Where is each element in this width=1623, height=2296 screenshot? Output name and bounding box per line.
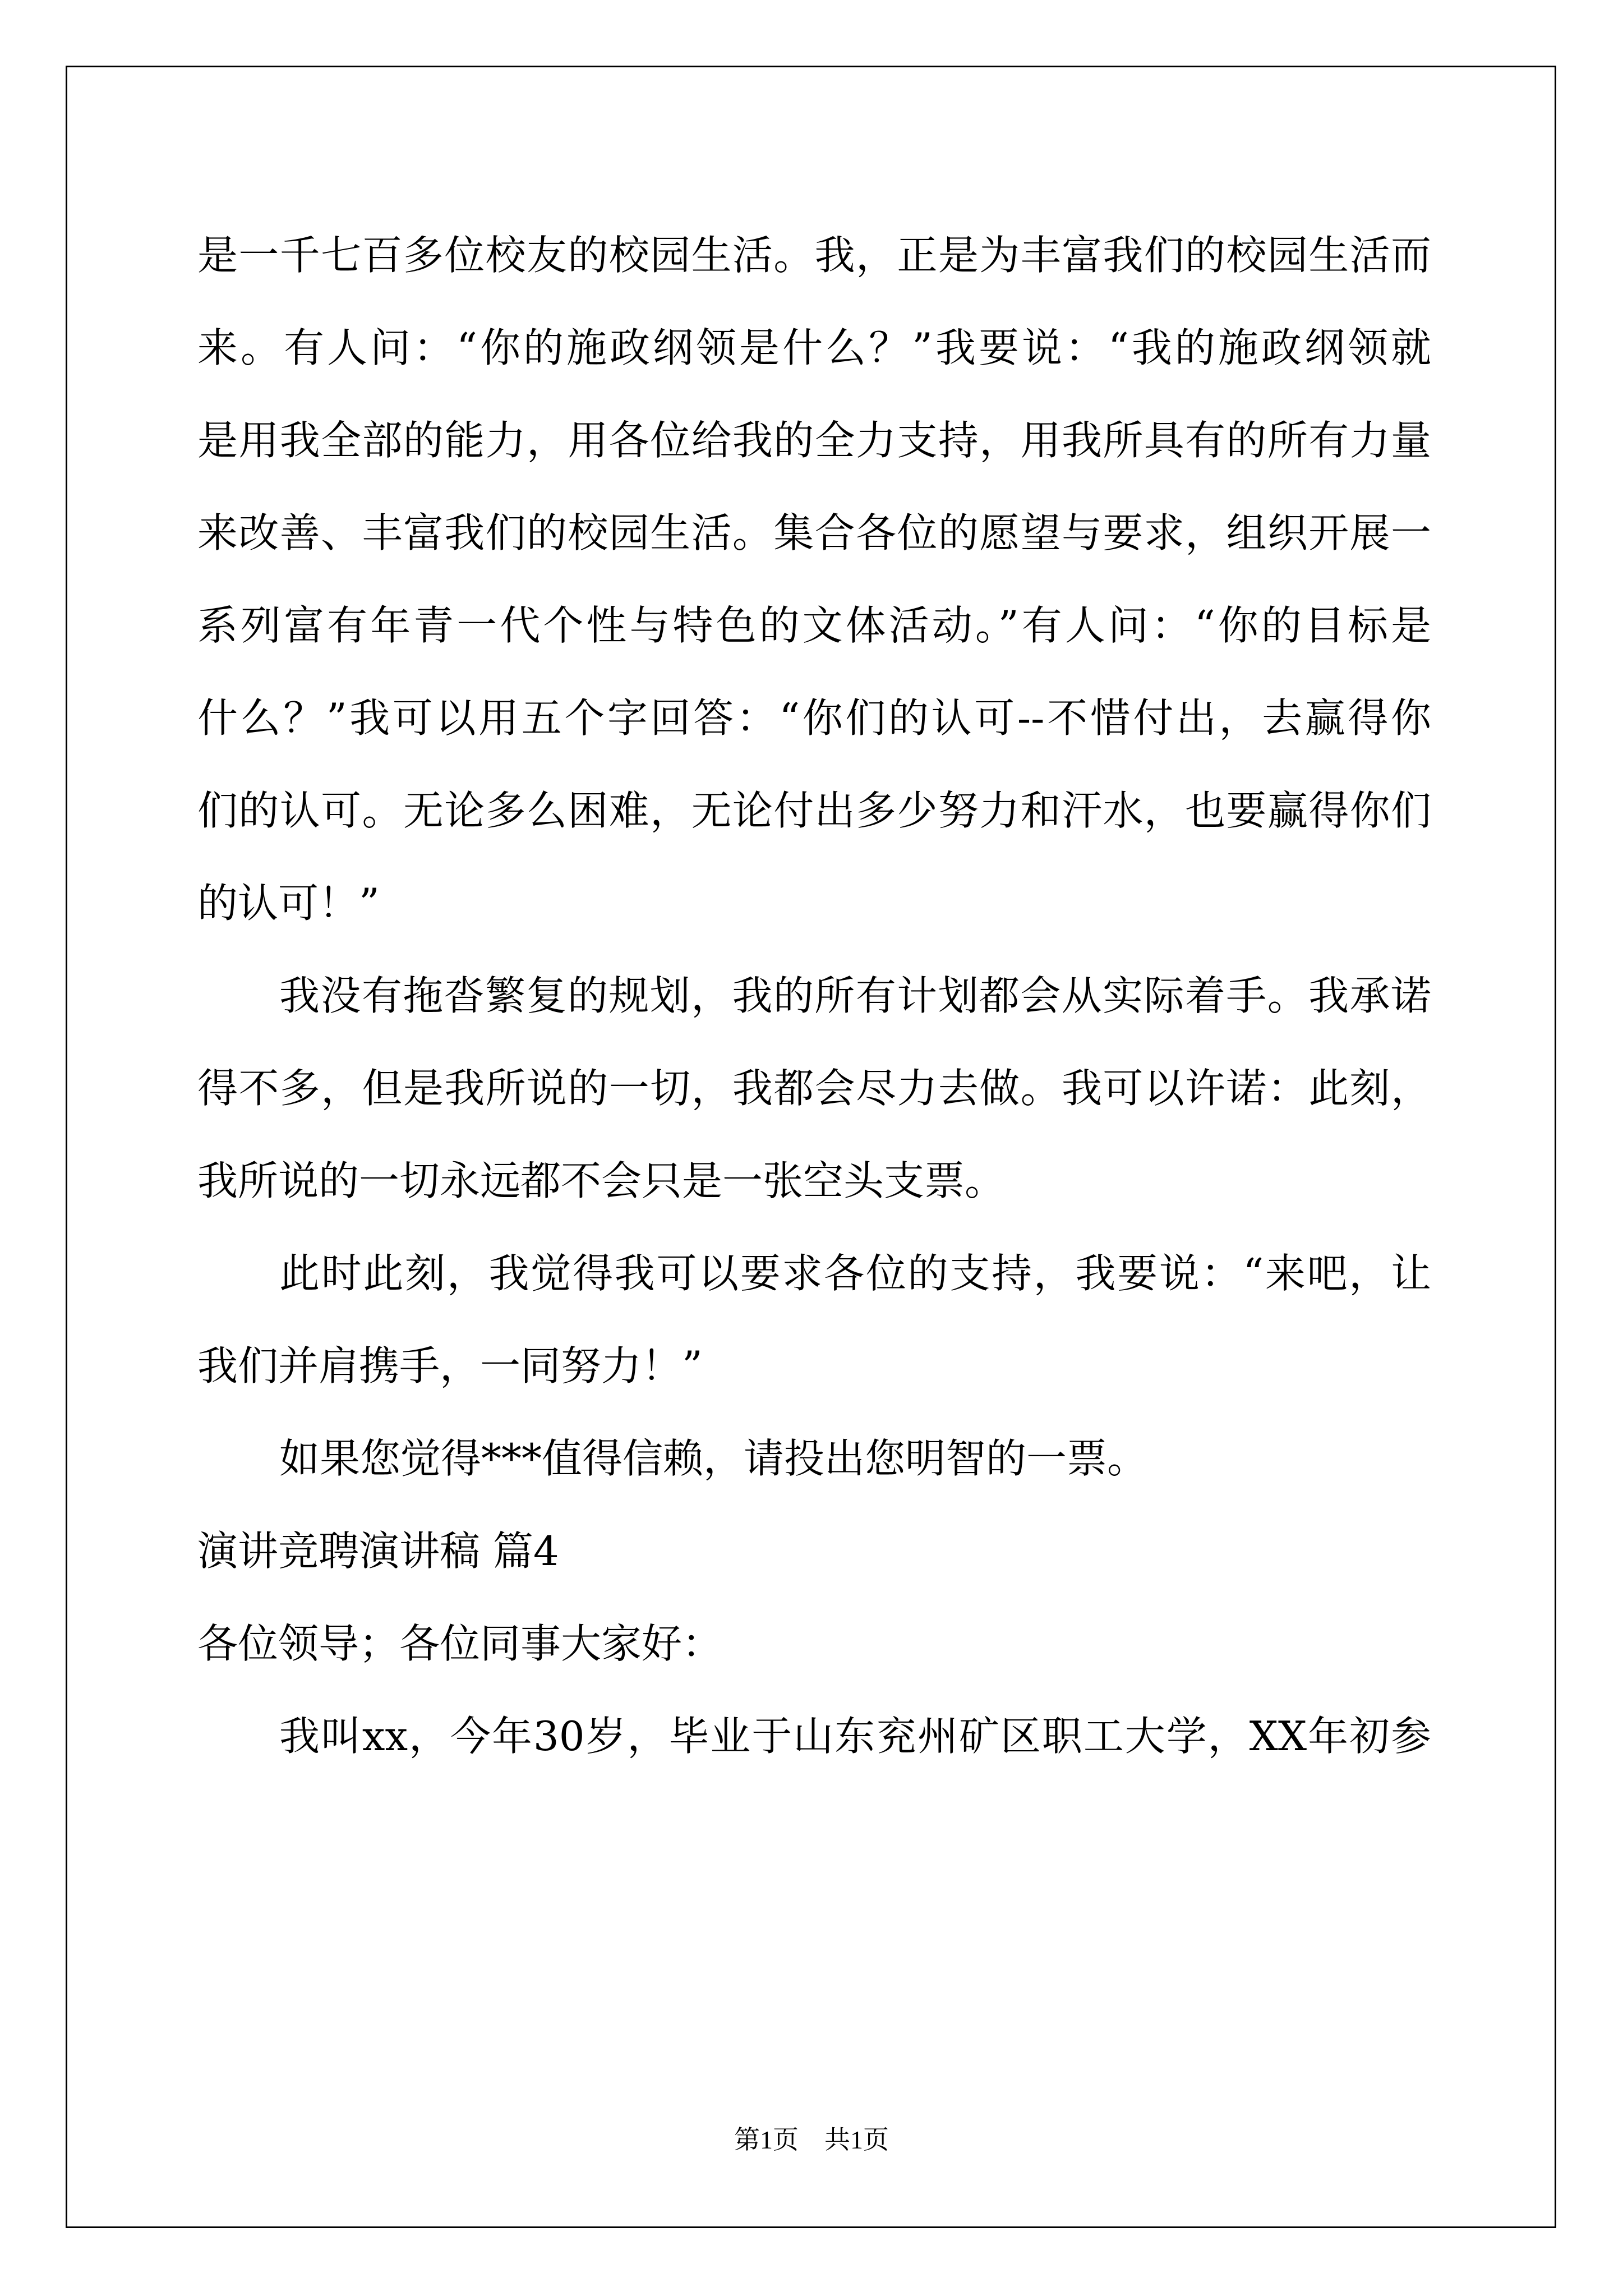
paragraph-start-line: 我叫xx，今年30岁，毕业于山东兖州矿区职工大学，XX年初参 — [279, 1713, 1431, 1760]
section-heading: 演讲竞聘演讲稿 篇4 — [197, 1527, 559, 1575]
text-line: 我所说的一切永远都不会只是一张空头支票。 — [197, 1157, 1006, 1204]
salutation-line: 各位领导；各位同事大家好： — [197, 1620, 723, 1667]
text-line: 什么？”我可以用五个字回答：“你们的认可--不惜付出，去赢得你 — [197, 694, 1431, 742]
text-line: 是一千七百多位校友的校园生活。我，正是为丰富我们的校园生活而 — [197, 232, 1431, 279]
page-number-footer: 第1页 共1页 — [734, 2125, 889, 2154]
paragraph-start-line: 我没有拖沓繁复的规划，我的所有计划都会从实际着手。我承诺 — [279, 972, 1431, 1019]
text-line: 来。有人问：“你的施政纲领是什么？”我要说：“我的施政纲领就 — [197, 324, 1431, 371]
text-line: 们的认可。无论多么困难，无论付出多少努力和汗水，也要赢得你们 — [197, 787, 1431, 834]
text-line: 得不多，但是我所说的一切，我都会尽力去做。我可以许诺：此刻， — [197, 1065, 1431, 1112]
text-line: 我们并肩携手，一同努力！” — [197, 1342, 703, 1389]
paragraph-start-line: 此时此刻，我觉得我可以要求各位的支持，我要说：“来吧，让 — [279, 1250, 1431, 1297]
text-line: 的认可！” — [197, 880, 380, 927]
page-border — [66, 66, 1556, 2228]
text-line: 来改善、丰富我们的校园生活。集合各位的愿望与要求，组织开展一 — [197, 509, 1431, 556]
text-line: 系列富有年青一代个性与特色的文体活动。”有人问：“你的目标是 — [197, 602, 1431, 649]
paragraph-start-line: 如果您觉得***值得信赖，请投出您明智的一票。 — [279, 1435, 1148, 1482]
text-line: 是用我全部的能力，用各位给我的全力支持，用我所具有的所有力量 — [197, 417, 1431, 464]
